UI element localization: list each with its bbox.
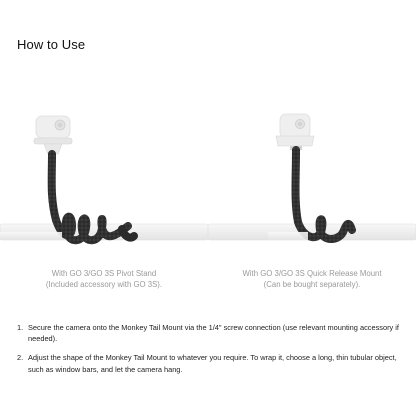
step-text: Secure the camera onto the Monkey Tail Mount via the 1/4" screw connection (use relevant mounting accessory if needed). <box>28 323 399 344</box>
camera-icon <box>36 116 70 138</box>
instruction-step <box>17 352 407 374</box>
step-text: Adjust the shape of the Monkey Tail Mount to whatever you require. To wrap it, choose a long, thin tubular object, such as window bars, and let the camera hang. <box>28 353 397 374</box>
step-number: 2. <box>17 353 24 363</box>
instructions-list <box>17 322 407 383</box>
step-number: 1. <box>17 323 24 332</box>
caption-line: (Can be bought separately). <box>263 280 361 289</box>
caption-quick-release-mount <box>208 268 416 290</box>
illustration-quick-release-mount <box>208 98 416 263</box>
camera-icon <box>280 114 310 138</box>
caption-line: (Included accessory with GO 3S). <box>45 280 163 289</box>
page-title: How to Use <box>17 37 86 52</box>
illustration-pivot-stand <box>0 98 208 263</box>
caption-line: With GO 3/GO 3S Quick Release Mount <box>242 269 382 278</box>
instruction-step <box>17 322 407 344</box>
caption-pivot-stand <box>0 268 208 290</box>
caption-line: With GO 3/GO 3S Pivot Stand <box>51 269 157 278</box>
